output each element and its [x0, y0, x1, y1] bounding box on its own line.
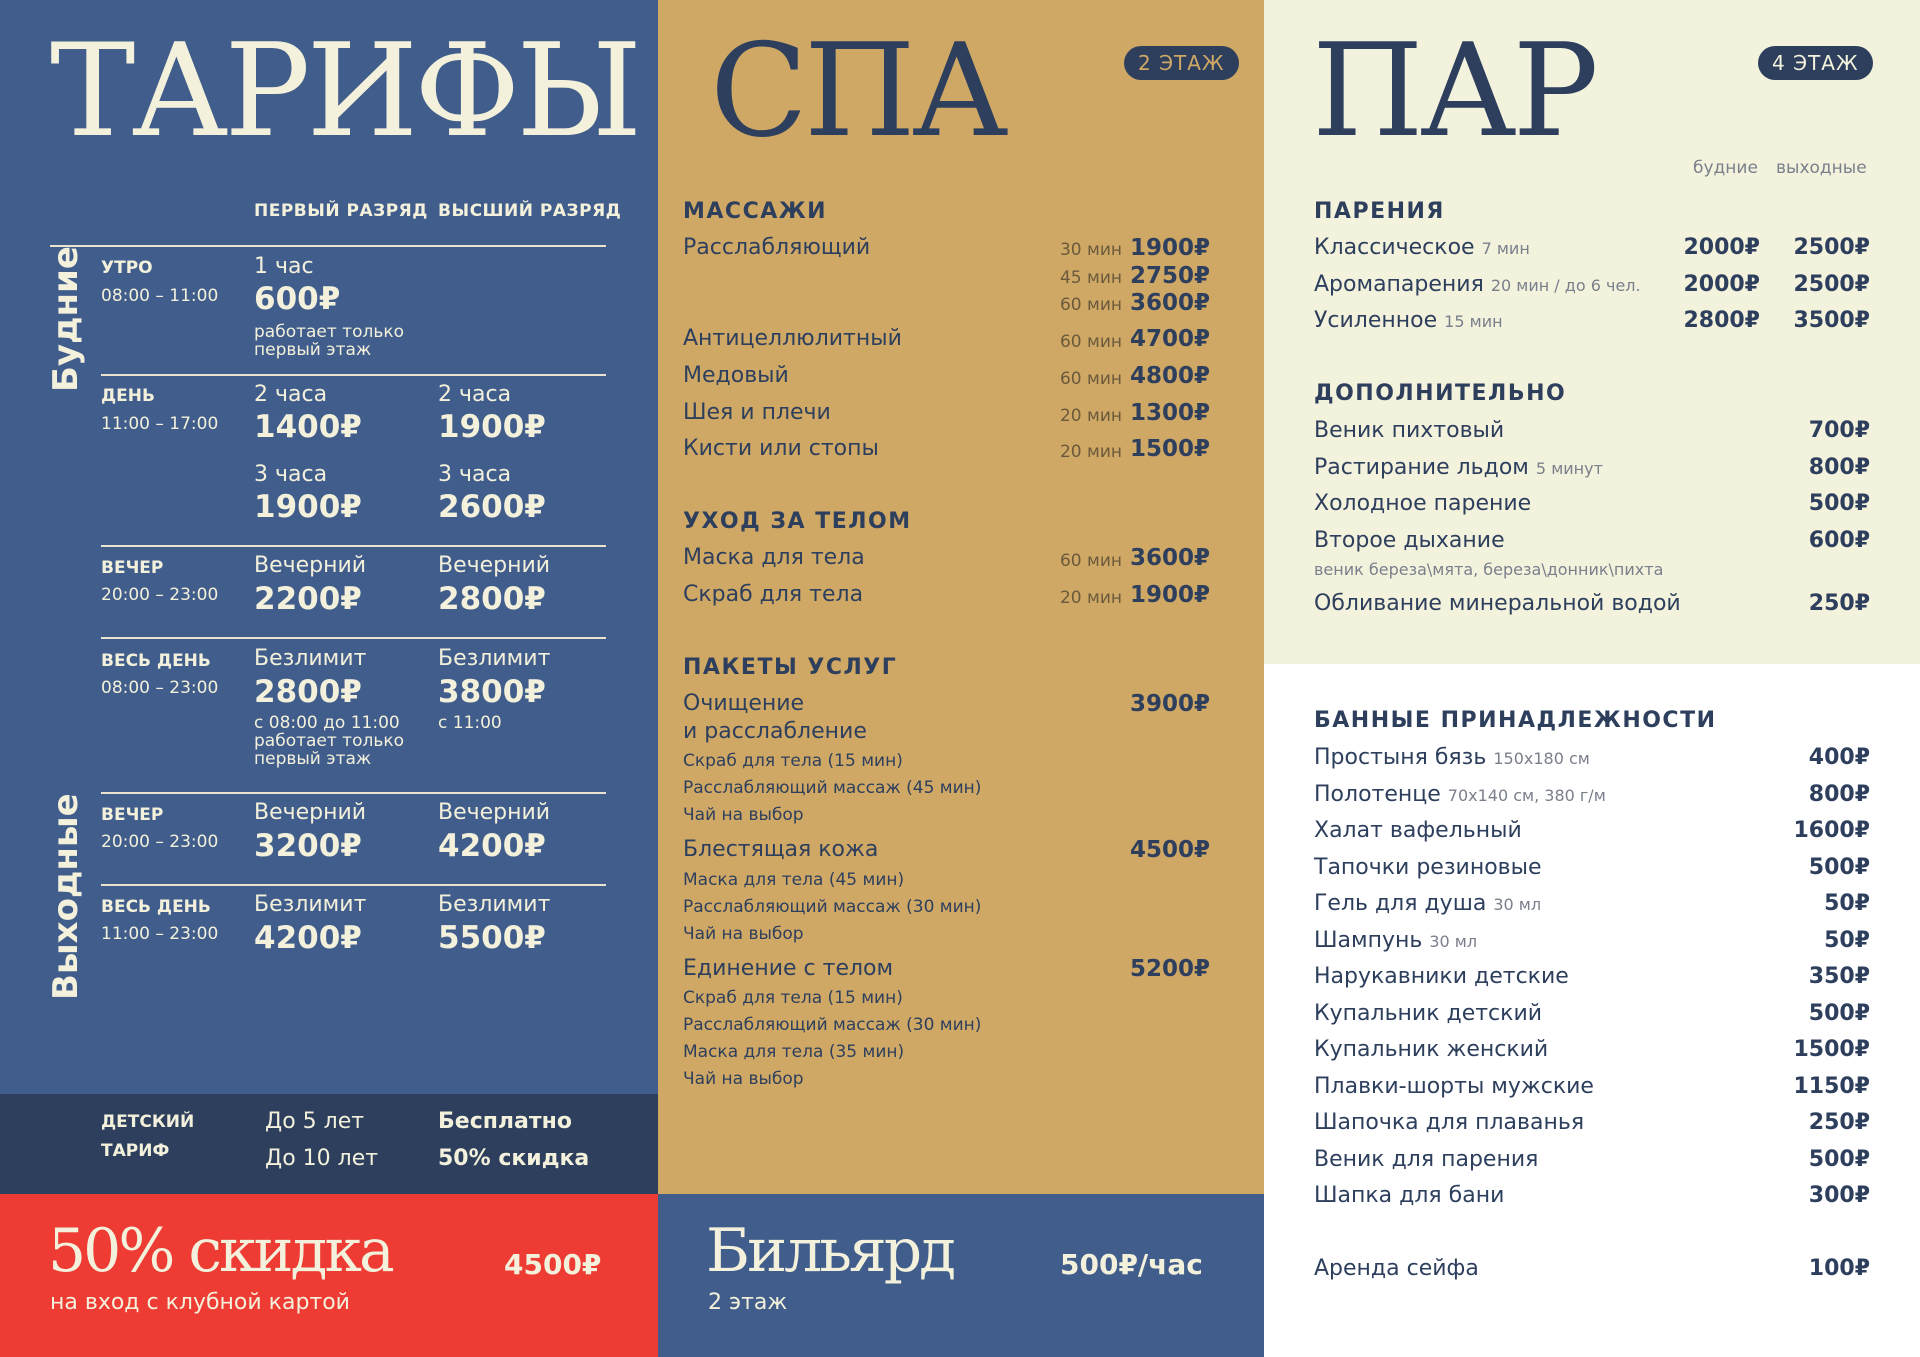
item-name: Шапка для бани: [1314, 1183, 1505, 1208]
service-name: Кисти или стопы: [683, 436, 879, 461]
item-price: 500₽: [1808, 491, 1870, 516]
package-item: Чай на выбор: [683, 1069, 804, 1089]
package-price: 3900₽: [1129, 691, 1210, 717]
package-name: Блестящая кожа: [683, 837, 879, 862]
service-duration: 20 мин: [1059, 406, 1122, 426]
item-price: 250₽: [1808, 1110, 1870, 1135]
package-item: Чай на выбор: [683, 805, 804, 825]
extra-item: [1314, 491, 1531, 516]
service-duration: 30 мин: [1059, 240, 1122, 260]
column-header-higher-grade: ВЫСШИЙ РАЗРЯД: [438, 201, 622, 221]
billiard-subtitle: 2 этаж: [708, 1290, 788, 1315]
divider: [101, 884, 606, 886]
item-price: 400₽: [1808, 745, 1870, 770]
item-name: Купальник женский: [1314, 1037, 1549, 1062]
goods-item: [1314, 855, 1542, 880]
service-duration: 60 мин: [1059, 295, 1122, 315]
item-name: Веник для парения: [1314, 1147, 1539, 1172]
goods-item: [1314, 1037, 1548, 1062]
weekdays-label: Будние: [46, 246, 86, 392]
tariff-title: Вечерний: [438, 553, 551, 578]
goods-item: [1314, 964, 1569, 989]
item-name: Купальник детский: [1314, 1001, 1543, 1026]
safe-rental-item: [1314, 1256, 1479, 1281]
steam-item: [1314, 235, 1530, 260]
row-time-morning: 08:00 – 11:00: [101, 286, 219, 306]
service-name: Шея и плечи: [683, 400, 831, 425]
item-name: Гель для душа: [1314, 891, 1487, 916]
item-price: 100₽: [1808, 1256, 1870, 1281]
body-care-section-header: УХОД ЗА ТЕЛОМ: [683, 509, 912, 534]
item-note: веник береза\мята, береза\донник\пихта: [1314, 560, 1664, 579]
row-time-weekend-evening: 20:00 – 23:00: [101, 832, 219, 852]
item-price: 1150₽: [1793, 1074, 1870, 1099]
tariff-price: 4200₽: [254, 920, 362, 956]
billiard-price: 500₽/час: [1060, 1248, 1203, 1281]
item-price: 300₽: [1808, 1183, 1870, 1208]
tariff-note: работает только первый этаж: [254, 322, 405, 360]
extra-item: [1314, 591, 1681, 616]
service-price: 1500₽: [1129, 436, 1210, 462]
promo-title: 50% скидка: [48, 1216, 392, 1286]
item-name: Аренда сейфа: [1314, 1256, 1479, 1281]
package-item: Скраб для тела (15 мин): [683, 751, 903, 771]
steam-item: [1314, 272, 1641, 297]
tariff-price: 5500₽: [438, 920, 546, 956]
weekend-price: 2500₽: [1793, 235, 1870, 260]
package-price: 5200₽: [1129, 956, 1210, 982]
service-duration: 20 мин: [1059, 588, 1122, 608]
tariff-title: 1 час: [254, 254, 314, 279]
tariff-price: 1900₽: [254, 489, 362, 525]
row-label-morning: УТРО: [101, 258, 153, 278]
item-name: Простыня бязь: [1314, 745, 1487, 770]
item-price: 50₽: [1824, 928, 1870, 953]
divider: [101, 545, 606, 547]
weekday-price: 2800₽: [1683, 308, 1760, 333]
row-time-evening: 20:00 – 23:00: [101, 585, 219, 605]
item-name: Шапочка для плаванья: [1314, 1110, 1585, 1135]
package-price: 4500₽: [1129, 837, 1210, 863]
tariff-title: Безлимит: [438, 646, 551, 671]
tariff-title: Вечерний: [438, 800, 551, 825]
service-price: 2750₽: [1129, 263, 1210, 289]
item-note: 30 мл: [1429, 932, 1478, 951]
service-name: Маска для тела: [683, 545, 865, 570]
row-label-evening: ВЕЧЕР: [101, 558, 164, 578]
column-header-first-grade: ПЕРВЫЙ РАЗРЯД: [254, 201, 428, 221]
package-name: Единение с телом: [683, 956, 894, 981]
package-name: и расслабление: [683, 719, 867, 744]
divider: [101, 637, 606, 639]
item-name: Халат вафельный: [1314, 818, 1522, 843]
item-name: Аромапарения: [1314, 272, 1484, 297]
extra-item: [1314, 455, 1603, 480]
tariff-title: 2 часа: [438, 382, 512, 407]
package-item: Чай на выбор: [683, 924, 804, 944]
item-price: 500₽: [1808, 1147, 1870, 1172]
tariff-title: Безлимит: [438, 892, 551, 917]
tariff-price: 2200₽: [254, 581, 362, 617]
tariff-title: Вечерний: [254, 553, 367, 578]
goods-item: [1314, 891, 1541, 916]
tariff-title: Вечерний: [254, 800, 367, 825]
divider: [101, 374, 606, 376]
kids-price: Бесплатно: [438, 1109, 572, 1134]
row-time-weekend-allday: 11:00 – 23:00: [101, 924, 219, 944]
item-price: 250₽: [1808, 591, 1870, 616]
item-name: Холодное парение: [1314, 491, 1532, 516]
goods-item: [1314, 818, 1522, 843]
package-item: Расслабляющий массаж (45 мин): [683, 778, 982, 798]
package-item: Расслабляющий массаж (30 мин): [683, 897, 982, 917]
packages-section-header: ПАКЕТЫ УСЛУГ: [683, 655, 898, 680]
item-note: 150х180 см: [1493, 749, 1590, 768]
item-name: Плавки-шорты мужские: [1314, 1074, 1594, 1099]
weekday-price: 2000₽: [1683, 272, 1760, 297]
extra-section-header: ДОПОЛНИТЕЛЬНО: [1314, 381, 1567, 406]
item-price: 600₽: [1808, 528, 1870, 553]
weekend-price: 3500₽: [1793, 308, 1870, 333]
item-note: 7 мин: [1481, 239, 1530, 258]
weekends-label: Выходные: [46, 793, 86, 1000]
extra-item: [1314, 528, 1505, 553]
item-price: 50₽: [1824, 891, 1870, 916]
kids-label: ДЕТСКИЙ: [101, 1112, 195, 1132]
package-item: Скраб для тела (15 мин): [683, 988, 903, 1008]
tariff-title: 3 часа: [438, 462, 512, 487]
tariff-price: 4200₽: [438, 828, 546, 864]
package-name: Очищение: [683, 691, 805, 716]
item-name: Усиленное: [1314, 308, 1438, 333]
item-price: 800₽: [1808, 782, 1870, 807]
row-label-weekend-evening: ВЕЧЕР: [101, 805, 164, 825]
item-name: Второе дыхание: [1314, 528, 1505, 553]
goods-item: [1314, 745, 1590, 770]
tariff-note: с 08:00 до 11:00 работает только первый этаж: [254, 713, 405, 769]
item-price: 1600₽: [1793, 818, 1870, 843]
item-name: Полотенце: [1314, 782, 1441, 807]
weekday-price: 2000₽: [1683, 235, 1760, 260]
tariff-title: 3 часа: [254, 462, 328, 487]
column-header-weekends: выходные: [1776, 158, 1867, 178]
goods-item: [1314, 1147, 1538, 1172]
goods-item: [1314, 1183, 1504, 1208]
service-duration: 45 мин: [1059, 268, 1122, 288]
item-name: Обливание минеральной водой: [1314, 591, 1681, 616]
service-price: 3600₽: [1129, 290, 1210, 316]
package-item: Маска для тела (45 мин): [683, 870, 905, 890]
promo-price: 4500₽: [504, 1248, 602, 1281]
tariff-price: 2800₽: [254, 674, 362, 710]
extra-item: [1314, 418, 1504, 443]
tariff-price: 2800₽: [438, 581, 546, 617]
promo-subtitle: на вход с клубной картой: [50, 1290, 350, 1315]
item-name: Нарукавники детские: [1314, 964, 1569, 989]
steam-section-header: ПАРЕНИЯ: [1314, 199, 1445, 224]
tariff-price: 2600₽: [438, 489, 546, 525]
row-label-weekend-allday: ВЕСЬ ДЕНЬ: [101, 897, 211, 917]
kids-age: До 5 лет: [265, 1109, 365, 1134]
tariff-price: 3800₽: [438, 674, 546, 710]
billiard-title: Бильярд: [706, 1216, 954, 1286]
service-name: Расслабляющий: [683, 235, 871, 260]
divider: [101, 792, 606, 794]
steam-item: [1314, 308, 1503, 333]
service-duration: 20 мин: [1059, 442, 1122, 462]
tariff-title: 2 часа: [254, 382, 328, 407]
service-duration: 60 мин: [1059, 369, 1122, 389]
item-note: 30 мл: [1493, 895, 1542, 914]
tariff-price: 600₽: [254, 281, 341, 317]
spa-title: СПА: [710, 17, 1005, 166]
goods-item: [1314, 1110, 1584, 1135]
package-item: Расслабляющий массаж (30 мин): [683, 1015, 982, 1035]
goods-item: [1314, 1074, 1594, 1099]
service-price: 4800₽: [1129, 363, 1210, 389]
item-name: Тапочки резиновые: [1314, 855, 1542, 880]
item-name: Веник пихтовый: [1314, 418, 1505, 443]
goods-item: [1314, 928, 1477, 953]
goods-item: [1314, 782, 1606, 807]
kids-label: ТАРИФ: [101, 1141, 170, 1161]
tariff-note: с 11:00: [438, 713, 502, 733]
kids-age: До 10 лет: [265, 1146, 379, 1171]
row-time-day: 11:00 – 17:00: [101, 414, 219, 434]
kids-price: 50% скидка: [438, 1146, 590, 1171]
item-price: 350₽: [1808, 964, 1870, 989]
service-price: 1900₽: [1129, 582, 1210, 608]
weekend-price: 2500₽: [1793, 272, 1870, 297]
item-note: 20 мин / до 6 чел.: [1490, 276, 1641, 295]
item-name: Классическое: [1314, 235, 1475, 260]
service-price: 1900₽: [1129, 235, 1210, 261]
row-time-allday: 08:00 – 23:00: [101, 678, 219, 698]
tariff-price: 1400₽: [254, 409, 362, 445]
item-price: 1500₽: [1793, 1037, 1870, 1062]
item-note: 70х140 см, 380 г/м: [1447, 786, 1606, 805]
service-name: Скраб для тела: [683, 582, 864, 607]
row-label-day: ДЕНЬ: [101, 386, 155, 406]
service-name: Антицеллюлитный: [683, 326, 902, 351]
tariff-price: 1900₽: [438, 409, 546, 445]
tariff-title: Безлимит: [254, 646, 367, 671]
massage-section-header: МАССАЖИ: [683, 199, 828, 224]
service-price: 4700₽: [1129, 326, 1210, 352]
package-item: Маска для тела (35 мин): [683, 1042, 905, 1062]
item-note: 15 мин: [1444, 312, 1503, 331]
spa-floor-badge: 2 ЭТАЖ: [1124, 46, 1239, 80]
tariffs-title: ТАРИФЫ: [50, 17, 639, 166]
goods-item: [1314, 1001, 1542, 1026]
service-price: 1300₽: [1129, 400, 1210, 426]
service-duration: 60 мин: [1059, 551, 1122, 571]
item-price: 800₽: [1808, 455, 1870, 480]
item-name: Растирание льдом: [1314, 455, 1529, 480]
item-note: 5 минут: [1535, 459, 1603, 478]
column-header-weekdays: будние: [1693, 158, 1758, 178]
item-price: 500₽: [1808, 1001, 1870, 1026]
service-price: 3600₽: [1129, 545, 1210, 571]
service-name: Медовый: [683, 363, 789, 388]
row-label-allday: ВЕСЬ ДЕНЬ: [101, 651, 211, 671]
divider: [50, 245, 606, 247]
item-name: Шампунь: [1314, 928, 1423, 953]
item-price: 700₽: [1808, 418, 1870, 443]
item-price: 500₽: [1808, 855, 1870, 880]
tariff-title: Безлимит: [254, 892, 367, 917]
service-duration: 60 мин: [1059, 332, 1122, 352]
goods-section-header: БАННЫЕ ПРИНАДЛЕЖНОСТИ: [1314, 708, 1717, 733]
steam-title: ПАР: [1312, 17, 1595, 166]
steam-floor-badge: 4 ЭТАЖ: [1758, 46, 1873, 80]
tariff-price: 3200₽: [254, 828, 362, 864]
